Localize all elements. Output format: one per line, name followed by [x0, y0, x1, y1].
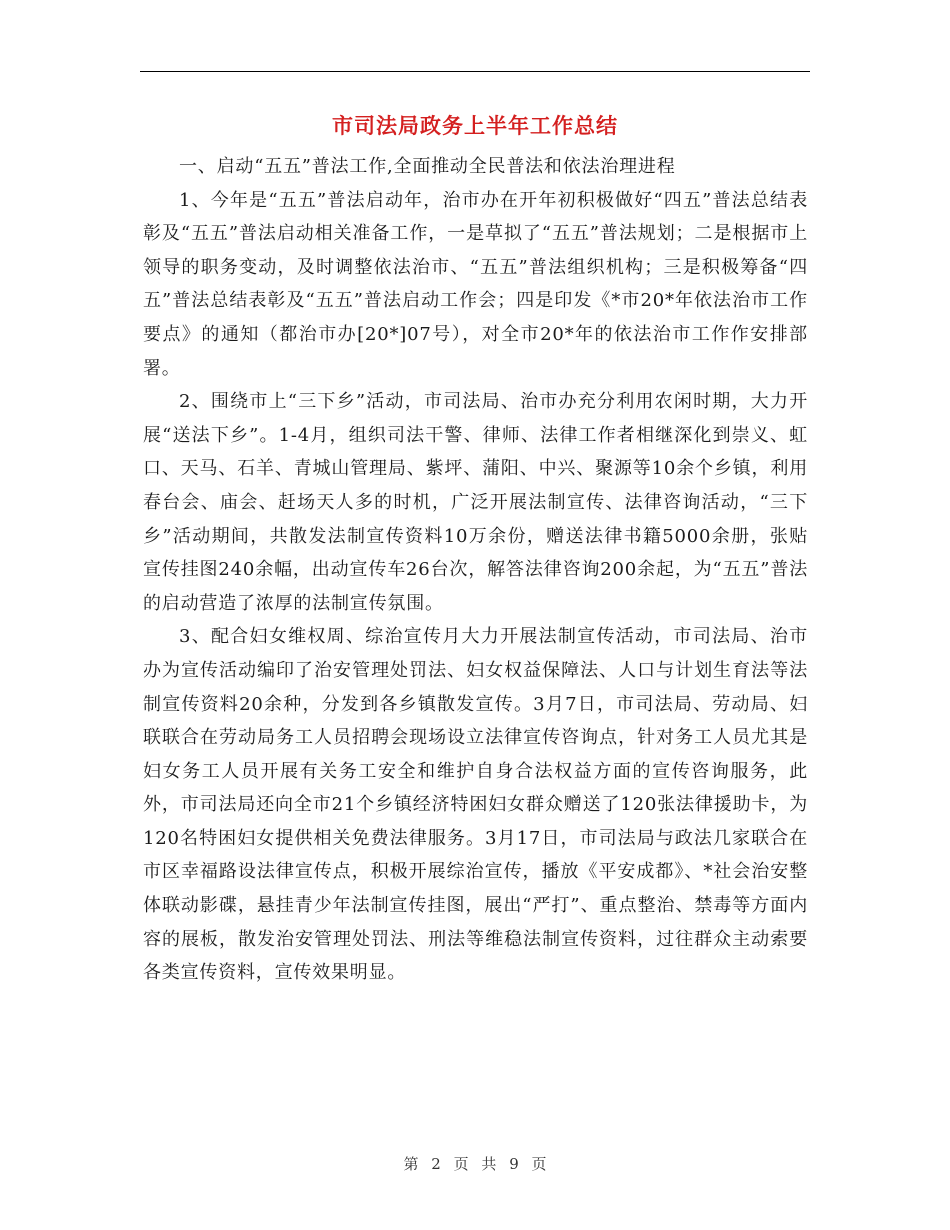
- paragraph: 1、今年是“五五”普法启动年，治市办在开年初积极做好“四五”普法总结表彰及“五五”普法启动相关准备工作，一是草拟了“五五”普法规划；二是根据市上领导的职务变动，及时调整依法治市、“五五”普法组织机构；三是积极筹备“四五”普法总结表彰及“五五”普法启动工作会；四是印发《*市20*年依法治市工作要点》的通知（都治市办[20*]07号），对全市20*年的依法治市工作作安排部署。: [143, 189, 808, 379]
- paragraph: 2、围绕市上“三下乡”活动，市司法局、治市办充分利用农闲时期，大力开展“送法下乡”。1-4月，组织司法干警、律师、法律工作者相继深化到崇义、虹口、天马、石羊、青城山管理局、紫坪、蒲阳、中兴、聚源等10余个乡镇，利用春台会、庙会、赶场天人多的时机，广泛开展法制宣传、法律咨询活动，“三下乡”活动期间，共散发法制宣传资料10万余份，赠送法律书籍5000余册，张贴宣传挂图240余幅，出动宣传车26台次，解答法律咨询200余起，为“五五”普法的启动营造了浓厚的法制宣传氛围。: [143, 391, 808, 614]
- section-heading: 一、启动“五五”普法工作,全面推动全民普法和依法治理进程: [179, 156, 676, 177]
- footer-total-prefix: 共: [481, 1155, 497, 1173]
- total-pages-number: 9: [509, 1155, 519, 1173]
- footer-page-label: 页: [453, 1155, 469, 1173]
- document-body: [143, 150, 808, 990]
- footer-total-suffix: 页: [531, 1155, 547, 1173]
- paragraph: 3、配合妇女维权周、综治宣传月大力开展法制宣传活动，市司法局、治市办为宣传活动编印了治安管理处罚法、妇女权益保障法、人口与计划生育法等法制宣传资料20余种，分发到各乡镇散发宣传。3月7日，市司法局、劳动局、妇联联合在劳动局务工人员招聘会现场设立法律宣传咨询点，针对务工人员尤其是妇女务工人员开展有关务工安全和维护自身合法权益方面的宣传咨询服务，此外，市司法局还向全市21个乡镇经济特困妇女群众赠送了120张法律援助卡，为120名特困妇女提供相关免费法律服务。3月17日，市司法局与政法几家联合在市区幸福路设法律宣传点，积极开展综治宣传，播放《平安成都》、*社会治安整体联动影碟，悬挂青少年法制宣传挂图，展出“严打”、重点整治、禁毒等方面内容的展板，散发治安管理处罚法、刑法等维稳法制宣传资料，过往群众主动索要各类宣传资料，宣传效果明显。: [143, 626, 808, 984]
- page-footer: [0, 1153, 950, 1174]
- header-rule: [140, 71, 810, 72]
- current-page-number: 2: [431, 1155, 441, 1173]
- footer-prefix: 第: [403, 1155, 419, 1173]
- document-title: 市司法局政务上半年工作总结: [332, 114, 618, 138]
